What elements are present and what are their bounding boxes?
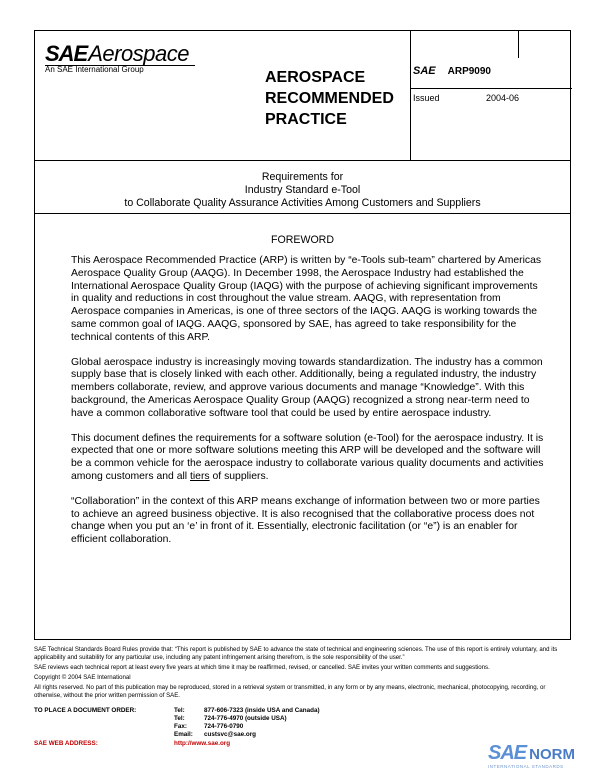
badge-word: NORM (529, 746, 575, 763)
doc-type-line: RECOMMENDED (265, 90, 394, 107)
email-link[interactable]: custsvc@sae.org (204, 731, 256, 738)
underlined-word: tiers (189, 470, 210, 482)
doc-type-line: PRACTICE (265, 111, 347, 128)
contact-key: Fax: (174, 723, 187, 730)
foreword-paragraph: “Collaboration” in the context of this ARP means exchange of information between two or more parties to achieve an agreed business objective. It is also recognised that the collaborative process does not change when you put an ‘e’ in front of it. Essentially, electronic facilitation (or “e”) is an enabler for efficient collaboration. (71, 495, 540, 546)
phone-inside-usa[interactable]: 877-606-7323 (inside USA and Canada) (204, 707, 320, 714)
paragraph-text: of suppliers. (209, 470, 269, 482)
phone-outside-usa[interactable]: 724-776-4970 (outside USA) (204, 715, 287, 722)
doc-type-line: AEROSPACE (265, 69, 366, 86)
issued-date: 2004-06 (486, 93, 520, 103)
title-divider (35, 213, 570, 214)
copyright: Copyright © 2004 SAE International (34, 673, 131, 681)
foreword-body (71, 255, 547, 559)
web-address-link[interactable]: http://www.sae.org (174, 740, 231, 747)
title-line: to Collaborate Quality Assurance Activities Among Customers and Suppliers (124, 197, 481, 209)
header-divider (35, 160, 570, 161)
doc-number: ARP9090 (447, 66, 491, 77)
sae-norm-badge (488, 742, 598, 772)
document-type (265, 67, 394, 130)
issued-label: Issued (413, 93, 440, 103)
rules-notice: SAE Technical Standards Board Rules provide that: “This report is published by SAE to advance the state of technical and engineering sciences. The use of this report is entirely voluntary, and its applicability and suitability for any particular use, including any patent infringement arising therefrom, is the sole responsibility of the user.” (34, 646, 558, 661)
header-vdivider (410, 31, 411, 160)
contact-key: Tel: (174, 707, 185, 714)
document-frame (34, 30, 571, 640)
logo-brand: SAE (45, 41, 88, 66)
contact-key: Email: (174, 731, 193, 738)
foreword-paragraph: Global aerospace industry is increasingly moving towards standardization. The industry has a common supply base that is closely linked with each other. Additionally, being a regulated industry, the industry members collaborate, review, and approve various documents and manage “Knowledge”. With this background, the Americas Aerospace Quality Group (AAQG) recognized a strong near-term need to have a common collaborative software tool that could be used by entire aerospace industry. (71, 356, 543, 419)
contact-key: Tel: (174, 715, 185, 722)
document-title (35, 171, 570, 210)
order-label: TO PLACE A DOCUMENT ORDER: (34, 707, 137, 714)
badge-subtitle: INTERNATIONAL STANDARDS (488, 764, 564, 769)
title-line: Requirements for (261, 171, 344, 183)
logo-product: Aerospace (88, 41, 189, 66)
rights-notice: All rights reserved. No part of this publication may be reproduced, stored in a retrieval system or transmitted, in any form or by any means, electronic, mechanical, photocopying, recording, or otherwise, without the prior written permission of SAE. (34, 684, 546, 699)
corner-box-left (518, 31, 519, 58)
sae-mini-logo: SAE (413, 65, 436, 77)
issued-top-rule (410, 88, 572, 89)
web-address-label: SAE WEB ADDRESS: (34, 740, 98, 747)
paragraph-text: This document defines the requirements for a software solution (e-Tool) for the aerospace industry. It is expected that one or more software solutions meeting this ARP will be developed and the software will be a common vehicle for the aerospace industry to collaborate various quality documents and activities among customers and all (71, 432, 544, 482)
doc-number-block (413, 65, 491, 77)
fax-number: 724-776-0790 (204, 723, 244, 730)
review-notice: SAE reviews each technical report at least every five years at which time it may be reaffirmed, revised, or cancelled. SAE invites your written comments and suggestions. (34, 663, 490, 671)
badge-brand: SAE (488, 742, 527, 764)
foreword-paragraph (71, 433, 547, 484)
foreword-heading: FOREWORD (271, 234, 334, 246)
title-line: Industry Standard e-Tool (244, 184, 361, 196)
foreword-paragraph: This Aerospace Recommended Practice (ARP) is written by “e-Tools sub-team” chartered by Americas Aerospace Quality Group (AAQG). In December 1998, the Aerospace Industry had established the International Aerospace Quality Group (IAQG) with the purpose of achieving significant improvements in quality and reductions in cost throughout the value stream. AAQG, with representation from Aerospace companies in Americas, is one of three sectors of the IAQG. AAQG is working towards the same common goal of IAQG. AAQG, sponsored by SAE, has agreed to take responsibility for the technical contents of this ARP. (71, 255, 542, 343)
legal-footer (34, 646, 574, 702)
sae-aerospace-logo (45, 41, 205, 89)
logo-subtitle: An SAE International Group (45, 65, 144, 74)
